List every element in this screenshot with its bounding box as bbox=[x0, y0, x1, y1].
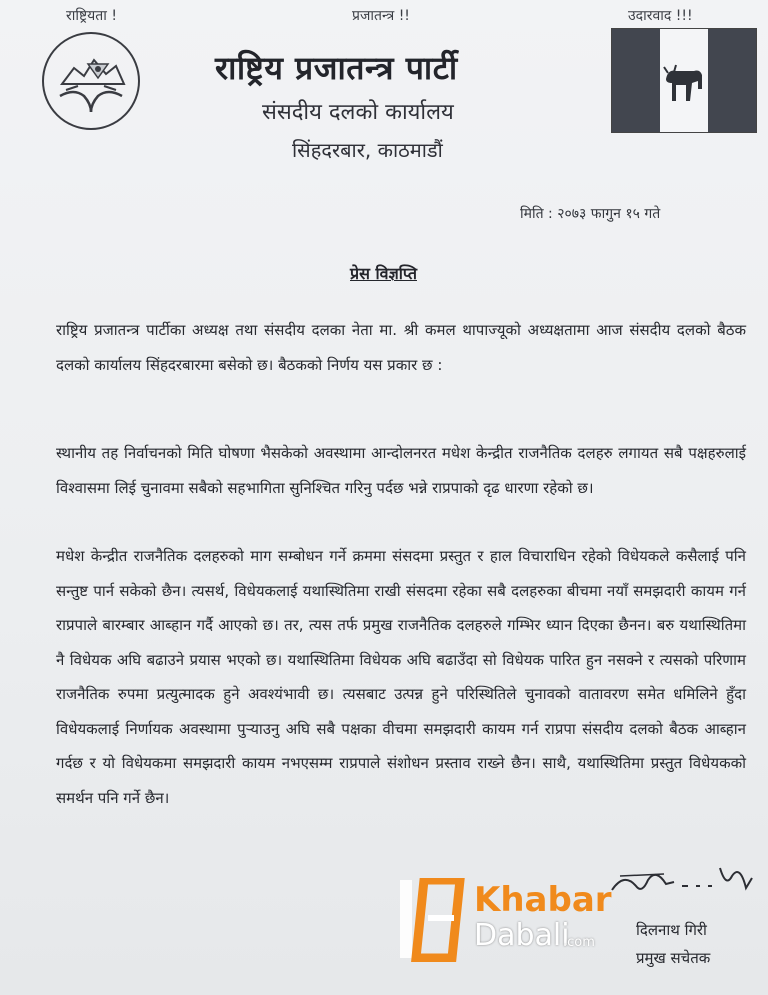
paragraph-bill: मधेश केन्द्रीत राजनैतिक दलहरुको माग सम्बोधन गर्ने क्रममा संसदमा प्रस्तुत र हाल विचाराधिन रहेको विधेयकले कसैलाई पनि सन्तुष्ट पार्न सकेको छैन। त्यसर्थ, विधेयकलाई यथास्थितिमा राखी संसदमा रहेका सबै दलहरुका बीचमा नयाँ समझदारी कायम गर्न राप्रपाले बारम्बार आब्हान गर्दै आएको छ। तर, त्यस तर्फ प्रमुख राजनैतिक दलहरुले गम्भिर ध्यान दिएका छैनन। बरु यथास्थितिमा नै विधेयक अघि बढाउने प्रयास भएको छ। यथास्थितिमा विधेयक अघि बढाउँदा सो विधेयक पारित हुन नसक्ने र त्यसको परिणाम राजनैतिक रुपमा प्रत्युत्मादक हुने अवश्यंभावी छ। त्यसबाट उत्पन्न हुने परिस्थितिले चुनावको वातावरण समेत धमिलिने हुँदा विधेयकलाई निर्णायक अवस्थामा पुऱ्याउनु अघि सबै पक्षका वीचमा समझदारी कायम गर्न राप्रपा संसदीय दलको बैठक आब्हान गर्दछ र यो विधेयकमा समझदारी कायम नभएसम्म राप्रपाले संशोधन प्रस्ताव राख्ने छैन। साथै, यथास्थितिमा प्रस्तुत विधेयकको समर्थन पनि गर्ने छैन। bbox=[56, 547, 746, 807]
slogan-nationalism: राष्ट्रियता ! bbox=[66, 8, 117, 24]
party-name: राष्ट्रिय प्रजातन्त्र पार्टी bbox=[215, 49, 458, 87]
signatory-name: दिलनाथ गिरी bbox=[636, 921, 707, 939]
slogan-democracy: प्रजातन्त्र !! bbox=[352, 8, 410, 24]
slogan-liberalism: उदारवाद !!! bbox=[628, 8, 693, 24]
paragraph-intro: राष्ट्रिय प्रजातन्त्र पार्टीका अध्यक्ष तथा संसदीय दलका नेता मा. श्री कमल थापाज्यूको अध्यक्षतामा आज संसदीय दलको बैठक दलको कार्यालय सिंहदरबारमा बसेको छ। बैठकको निर्णय यस प्रकार छ : bbox=[56, 321, 746, 374]
watermark-dabali: Dabali bbox=[474, 918, 570, 953]
issue-date: मिति : २०७३ फागुन १५ गते bbox=[520, 206, 661, 222]
office-address: सिंहदरबार, काठमाडौं bbox=[292, 138, 443, 162]
signatory-title: प्रमुख सचेतक bbox=[636, 949, 711, 967]
paragraph-election: स्थानीय तह निर्वाचनको मिति घोषणा भैसकेको अवस्थामा आन्दोलनरत मधेश केन्द्रीत राजनैतिक दलहरु लगायत सबै पक्षहरुलाई विश्वासमा लिई चुनावमा सबैको सहभागिता सुनिश्चित गरिनु पर्दछ भन्ने राप्रपाको दृढ धारणा रहेको छ। bbox=[56, 444, 746, 497]
party-emblem-icon bbox=[42, 32, 140, 130]
party-flag-cow-icon bbox=[611, 28, 757, 133]
watermark-domain: .com bbox=[563, 935, 595, 950]
office-name: संसदीय दलको कार्यालय bbox=[262, 100, 454, 125]
press-release-title: प्रेस विज्ञप्ति bbox=[350, 264, 417, 283]
khabardabali-logo-icon bbox=[396, 878, 466, 962]
handwritten-signature bbox=[608, 858, 758, 902]
watermark-khabar: Khabar bbox=[474, 880, 612, 920]
